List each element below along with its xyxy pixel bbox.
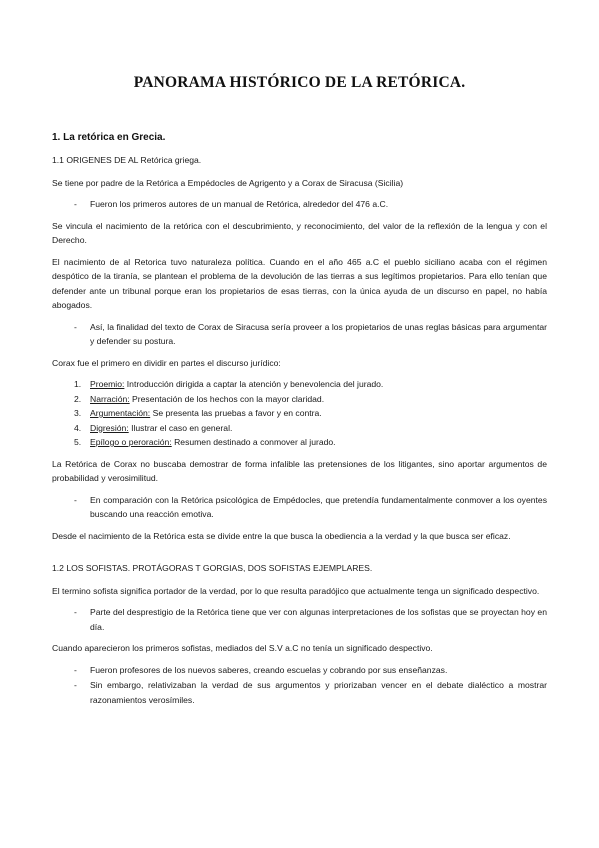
list-item [74,392,547,407]
list-item [74,406,547,421]
list-item [74,435,547,450]
list-item: - Parte del desprestigio de la Retórica tiene que ver con algunas interpretaciones de los sofistas que se proyectan hoy en día. [90,605,547,634]
speech-parts-list [52,377,547,450]
paragraph: El nacimiento de al Retorica tuvo naturaleza política. Cuando en el año 465 a.C el pueblo siciliano acaba con el régimen despótico de la tiranía, se plantean el problema de la devolución de las tierras a sus legítimos propietarios. Para ello tenían que defender ante un tribunal porque eran los propietarios de esas tierras, con la única ayuda de un discurso en papel, no había abogados. [52,256,547,310]
section-heading-greece: 1. La retórica en Grecia. [52,131,166,143]
item-number: 1. [74,379,82,389]
item-term: Narración: [90,393,130,404]
paragraph: La Retórica de Corax no buscaba demostrar de forma infalible las pretensiones de los litigantes, sino aportar argumentos de probabilidad y verosimilitud. [52,458,547,483]
item-text: Se presenta las pruebas a favor y en contra. [150,408,322,418]
list-item [74,377,547,392]
list-item: - Fueron profesores de los nuevos saberes, creando escuelas y cobrando por sus enseñanzas. [90,663,547,678]
item-number: 4. [74,422,82,433]
item-text: Introducción dirigida a captar la atención y benevolencia del jurado. [124,379,384,389]
list-item [74,421,547,436]
item-term: Epílogo o peroración: [90,437,172,447]
list-item: - Así, la finalidad del texto de Corax de Siracusa sería proveer a los propietarios de unas reglas básicas para argumentar y defender su postura. [90,320,547,349]
list-item: - Fueron los primeros autores de un manual de Retórica, alrededor del 476 a.C. [90,197,547,212]
list-item: - Sin embargo, relativizaban la verdad de sus argumentos y priorizaban vencer en el debate dialéctico a mostrar razonamientos verosímiles. [90,678,547,707]
paragraph: Se vincula el nacimiento de la retórica con el descubrimiento, y reconocimiento, del valor de la reflexión de la lengua y con el Derecho. [52,220,547,245]
item-text: Ilustrar el caso en general. [128,422,233,433]
dash-list [52,663,547,708]
item-text: Resumen destinado a conmover al jurado. [171,437,336,447]
item-number: 3. [74,408,82,418]
dash-list [52,493,547,522]
item-text: Presentación de los hechos con la mayor claridad. [129,393,325,404]
paragraph: Desde el nacimiento de la Retórica esta se divide entre la que busca la obediencia a la verdad y la que busca ser eficaz. [52,530,511,541]
paragraph: El termino sofista significa portador de la verdad, por lo que resulta paradójico que actualmente tenga un significado despectivo. [52,585,540,596]
list-item: - En comparación con la Retórica psicológica de Empédocles, que pretendía fundamentalmente conmover a los oyentes buscando una reacción emotiva. [90,493,547,522]
document-title: PANORAMA HISTÓRICO DE LA RETÓRICA. [133,74,466,91]
paragraph: Cuando aparecieron los primeros sofistas, mediados del S.V a.C no tenía un significado despectivo. [52,643,433,653]
paragraph: Corax fue el primero en dividir en partes el discurso jurídico: [52,357,281,368]
paragraph: Se tiene por padre de la Retórica a Empédocles de Agrigento y a Corax de Siracusa (Sicilia) [52,177,404,188]
subsection-heading-origins: 1.1 ORIGENES DE AL Retórica griega. [52,155,202,165]
dash-list [52,320,547,349]
dash-list [52,605,547,634]
item-term: Proemio: [90,379,125,389]
item-number: 2. [74,393,82,404]
item-term: Argumentación: [90,408,151,418]
subsection-heading-sophists: 1.2 LOS SOFISTAS. PROTÁGORAS T GORGIAS, DOS SOFISTAS EJEMPLARES. [52,563,373,573]
item-term: Digresión: [90,422,129,433]
dash-list [52,197,547,212]
item-number: 5. [74,437,82,447]
